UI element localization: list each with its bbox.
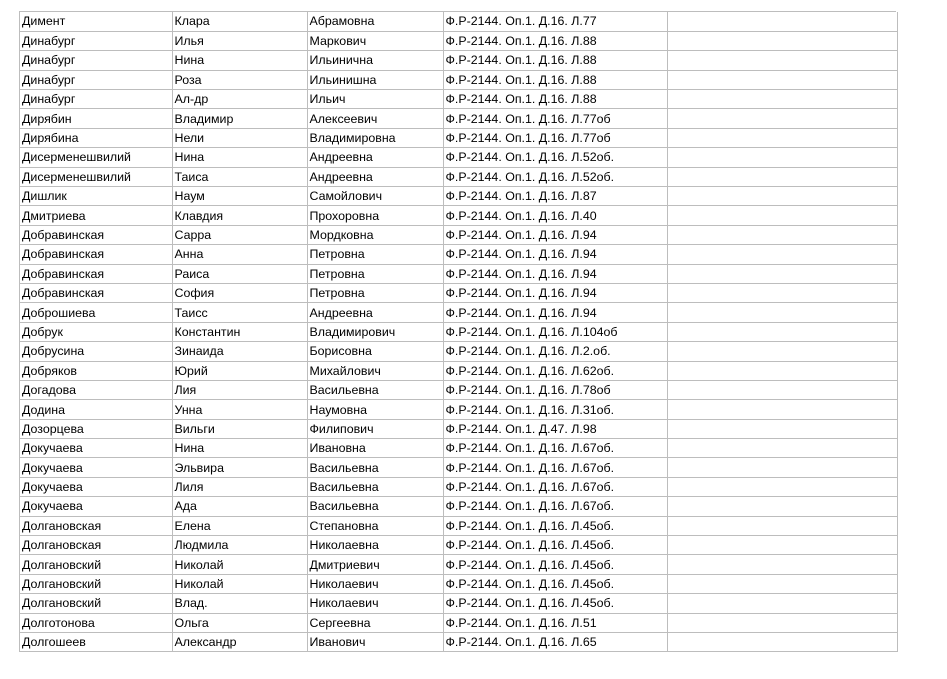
- empty-cell: [667, 283, 897, 302]
- archive-reference-cell: Ф.Р-2144. Оп.1. Д.16. Л.94: [443, 225, 667, 244]
- patronymic-cell: Ильинична: [307, 51, 443, 70]
- surname-cell: Докучаева: [20, 497, 172, 516]
- table-row: [20, 31, 897, 50]
- surname-cell: Добравинская: [20, 225, 172, 244]
- patronymic-cell: Николаевич: [307, 594, 443, 613]
- patronymic-cell: Сергеевна: [307, 613, 443, 632]
- given-name-cell: Ал-др: [172, 90, 307, 109]
- archive-reference-cell: Ф.Р-2144. Оп.1. Д.16. Л.45об.: [443, 536, 667, 555]
- table-row: [20, 12, 897, 31]
- surname-cell: Дисерменешвилий: [20, 148, 172, 167]
- surname-cell: Докучаева: [20, 477, 172, 496]
- empty-cell: [667, 613, 897, 632]
- given-name-cell: Клара: [172, 12, 307, 31]
- given-name-cell: Сарра: [172, 225, 307, 244]
- archive-reference-cell: Ф.Р-2144. Оп.1. Д.16. Л.67об.: [443, 497, 667, 516]
- archive-reference-cell: Ф.Р-2144. Оп.1. Д.16. Л.88: [443, 31, 667, 50]
- archive-reference-cell: Ф.Р-2144. Оп.1. Д.16. Л.94: [443, 303, 667, 322]
- patronymic-cell: Ивановна: [307, 439, 443, 458]
- given-name-cell: Николай: [172, 555, 307, 574]
- patronymic-cell: Петровна: [307, 283, 443, 302]
- empty-cell: [667, 439, 897, 458]
- given-name-cell: Таисс: [172, 303, 307, 322]
- archive-reference-cell: Ф.Р-2144. Оп.1. Д.16. Л.77об: [443, 109, 667, 128]
- empty-cell: [667, 51, 897, 70]
- surname-cell: Динабург: [20, 90, 172, 109]
- given-name-cell: Елена: [172, 516, 307, 535]
- surname-cell: Долготонова: [20, 613, 172, 632]
- table-row: [20, 90, 897, 109]
- surname-cell: Долгошеев: [20, 633, 172, 652]
- surname-cell: Добравинская: [20, 245, 172, 264]
- empty-cell: [667, 128, 897, 147]
- patronymic-cell: Николаевна: [307, 536, 443, 555]
- empty-cell: [667, 70, 897, 89]
- surname-cell: Добрук: [20, 322, 172, 341]
- surname-cell: Динабург: [20, 70, 172, 89]
- archive-reference-cell: Ф.Р-2144. Оп.1. Д.16. Л.88: [443, 90, 667, 109]
- table-row: [20, 458, 897, 477]
- given-name-cell: Юрий: [172, 361, 307, 380]
- patronymic-cell: Петровна: [307, 245, 443, 264]
- empty-cell: [667, 322, 897, 341]
- patronymic-cell: Иванович: [307, 633, 443, 652]
- patronymic-cell: Ильич: [307, 90, 443, 109]
- archive-reference-cell: Ф.Р-2144. Оп.1. Д.16. Л.94: [443, 245, 667, 264]
- table-row: [20, 497, 897, 516]
- surname-cell: Дмитриева: [20, 206, 172, 225]
- archive-reference-cell: Ф.Р-2144. Оп.1. Д.16. Л.45об.: [443, 594, 667, 613]
- empty-cell: [667, 555, 897, 574]
- patronymic-cell: Самойлович: [307, 187, 443, 206]
- given-name-cell: Унна: [172, 400, 307, 419]
- given-name-cell: Нина: [172, 51, 307, 70]
- table-row: [20, 361, 897, 380]
- table-row: [20, 187, 897, 206]
- patronymic-cell: Петровна: [307, 264, 443, 283]
- table-row: [20, 574, 897, 593]
- table-row: [20, 245, 897, 264]
- patronymic-cell: Владимировна: [307, 128, 443, 147]
- empty-cell: [667, 187, 897, 206]
- patronymic-cell: Владимирович: [307, 322, 443, 341]
- patronymic-cell: Абрамовна: [307, 12, 443, 31]
- table-row: [20, 148, 897, 167]
- archive-reference-cell: Ф.Р-2144. Оп.1. Д.16. Л.104об: [443, 322, 667, 341]
- patronymic-cell: Андреевна: [307, 303, 443, 322]
- empty-cell: [667, 497, 897, 516]
- archive-reference-cell: Ф.Р-2144. Оп.1. Д.16. Л.67об.: [443, 439, 667, 458]
- surname-cell: Динабург: [20, 31, 172, 50]
- empty-cell: [667, 167, 897, 186]
- given-name-cell: Наум: [172, 187, 307, 206]
- archive-reference-cell: Ф.Р-2144. Оп.1. Д.16. Л.78об: [443, 380, 667, 399]
- given-name-cell: Ада: [172, 497, 307, 516]
- patronymic-cell: Васильевна: [307, 497, 443, 516]
- patronymic-cell: Прохоровна: [307, 206, 443, 225]
- given-name-cell: Александр: [172, 633, 307, 652]
- empty-cell: [667, 380, 897, 399]
- empty-cell: [667, 594, 897, 613]
- surname-cell: Добравинская: [20, 283, 172, 302]
- archive-reference-cell: Ф.Р-2144. Оп.1. Д.16. Л.52об.: [443, 167, 667, 186]
- table-row: [20, 633, 897, 652]
- patronymic-cell: Мордковна: [307, 225, 443, 244]
- given-name-cell: Николай: [172, 574, 307, 593]
- empty-cell: [667, 458, 897, 477]
- empty-cell: [667, 245, 897, 264]
- empty-cell: [667, 477, 897, 496]
- table-row: [20, 477, 897, 496]
- patronymic-cell: Николаевич: [307, 574, 443, 593]
- empty-cell: [667, 264, 897, 283]
- patronymic-cell: Васильевна: [307, 477, 443, 496]
- given-name-cell: Нина: [172, 439, 307, 458]
- surname-cell: Дирябин: [20, 109, 172, 128]
- table-row: [20, 342, 897, 361]
- given-name-cell: Зинаида: [172, 342, 307, 361]
- given-name-cell: Нина: [172, 148, 307, 167]
- empty-cell: [667, 400, 897, 419]
- table-row: [20, 206, 897, 225]
- table-row: [20, 536, 897, 555]
- archive-reference-cell: Ф.Р-2144. Оп.1. Д.16. Л.67об.: [443, 458, 667, 477]
- patronymic-cell: Дмитриевич: [307, 555, 443, 574]
- surname-cell: Дозорцева: [20, 419, 172, 438]
- empty-cell: [667, 419, 897, 438]
- table-row: [20, 419, 897, 438]
- empty-cell: [667, 31, 897, 50]
- archive-reference-cell: Ф.Р-2144. Оп.1. Д.16. Л.77об: [443, 128, 667, 147]
- archive-reference-cell: Ф.Р-2144. Оп.1. Д.16. Л.40: [443, 206, 667, 225]
- patronymic-cell: Алексеевич: [307, 109, 443, 128]
- empty-cell: [667, 109, 897, 128]
- table-row: [20, 109, 897, 128]
- table-row: [20, 128, 897, 147]
- archive-reference-cell: Ф.Р-2144. Оп.1. Д.16. Л.31об.: [443, 400, 667, 419]
- empty-cell: [667, 90, 897, 109]
- table-row: [20, 516, 897, 535]
- patronymic-cell: Андреевна: [307, 167, 443, 186]
- surname-cell: Додина: [20, 400, 172, 419]
- surname-cell: Долгановский: [20, 555, 172, 574]
- archive-reference-cell: Ф.Р-2144. Оп.1. Д.16. Л.88: [443, 70, 667, 89]
- patronymic-cell: Ильинишна: [307, 70, 443, 89]
- empty-cell: [667, 303, 897, 322]
- surname-cell: Долгановская: [20, 516, 172, 535]
- surname-cell: Долгановская: [20, 536, 172, 555]
- surname-cell: Дишлик: [20, 187, 172, 206]
- given-name-cell: Вильги: [172, 419, 307, 438]
- given-name-cell: Нели: [172, 128, 307, 147]
- patronymic-cell: Михайлович: [307, 361, 443, 380]
- surname-cell: Дирябина: [20, 128, 172, 147]
- table-row: [20, 264, 897, 283]
- patronymic-cell: Степановна: [307, 516, 443, 535]
- archive-reference-cell: Ф.Р-2144. Оп.1. Д.16. Л.2.об.: [443, 342, 667, 361]
- patronymic-cell: Маркович: [307, 31, 443, 50]
- archive-reference-cell: Ф.Р-2144. Оп.1. Д.16. Л.52об.: [443, 148, 667, 167]
- surname-cell: Долгановский: [20, 594, 172, 613]
- surname-cell: Долгановский: [20, 574, 172, 593]
- empty-cell: [667, 342, 897, 361]
- records-sheet: [19, 11, 896, 652]
- surname-cell: Дисерменешвилий: [20, 167, 172, 186]
- table-row: [20, 70, 897, 89]
- surname-cell: Добрусина: [20, 342, 172, 361]
- empty-cell: [667, 206, 897, 225]
- given-name-cell: Таиса: [172, 167, 307, 186]
- table-row: [20, 555, 897, 574]
- patronymic-cell: Андреевна: [307, 148, 443, 167]
- archive-reference-cell: Ф.Р-2144. Оп.1. Д.16. Л.67об.: [443, 477, 667, 496]
- given-name-cell: Ольга: [172, 613, 307, 632]
- table-row: [20, 167, 897, 186]
- surname-cell: Докучаева: [20, 439, 172, 458]
- empty-cell: [667, 225, 897, 244]
- archive-reference-cell: Ф.Р-2144. Оп.1. Д.16. Л.45об.: [443, 516, 667, 535]
- records-table: [20, 12, 898, 652]
- archive-reference-cell: Ф.Р-2144. Оп.1. Д.16. Л.45об.: [443, 574, 667, 593]
- given-name-cell: Роза: [172, 70, 307, 89]
- patronymic-cell: Васильевна: [307, 380, 443, 399]
- given-name-cell: Людмила: [172, 536, 307, 555]
- patronymic-cell: Васильевна: [307, 458, 443, 477]
- table-row: [20, 380, 897, 399]
- archive-reference-cell: Ф.Р-2144. Оп.1. Д.16. Л.62об.: [443, 361, 667, 380]
- empty-cell: [667, 574, 897, 593]
- archive-reference-cell: Ф.Р-2144. Оп.1. Д.16. Л.94: [443, 264, 667, 283]
- surname-cell: Добравинская: [20, 264, 172, 283]
- archive-reference-cell: Ф.Р-2144. Оп.1. Д.16. Л.45об.: [443, 555, 667, 574]
- surname-cell: Доброшиева: [20, 303, 172, 322]
- given-name-cell: Илья: [172, 31, 307, 50]
- empty-cell: [667, 361, 897, 380]
- given-name-cell: Раиса: [172, 264, 307, 283]
- given-name-cell: Лия: [172, 380, 307, 399]
- archive-reference-cell: Ф.Р-2144. Оп.1. Д.16. Л.88: [443, 51, 667, 70]
- given-name-cell: Лиля: [172, 477, 307, 496]
- given-name-cell: Клавдия: [172, 206, 307, 225]
- patronymic-cell: Филипович: [307, 419, 443, 438]
- surname-cell: Добряков: [20, 361, 172, 380]
- given-name-cell: София: [172, 283, 307, 302]
- table-row: [20, 51, 897, 70]
- given-name-cell: Анна: [172, 245, 307, 264]
- given-name-cell: Константин: [172, 322, 307, 341]
- patronymic-cell: Борисовна: [307, 342, 443, 361]
- table-row: [20, 283, 897, 302]
- archive-reference-cell: Ф.Р-2144. Оп.1. Д.16. Л.51: [443, 613, 667, 632]
- table-row: [20, 439, 897, 458]
- surname-cell: Догадова: [20, 380, 172, 399]
- table-row: [20, 322, 897, 341]
- archive-reference-cell: Ф.Р-2144. Оп.1. Д.16. Л.87: [443, 187, 667, 206]
- archive-reference-cell: Ф.Р-2144. Оп.1. Д.16. Л.65: [443, 633, 667, 652]
- surname-cell: Докучаева: [20, 458, 172, 477]
- empty-cell: [667, 12, 897, 31]
- surname-cell: Димент: [20, 12, 172, 31]
- archive-reference-cell: Ф.Р-2144. Оп.1. Д.16. Л.77: [443, 12, 667, 31]
- given-name-cell: Владимир: [172, 109, 307, 128]
- table-row: [20, 613, 897, 632]
- table-row: [20, 594, 897, 613]
- records-table-body: [20, 12, 897, 652]
- table-row: [20, 303, 897, 322]
- given-name-cell: Влад.: [172, 594, 307, 613]
- patronymic-cell: Наумовна: [307, 400, 443, 419]
- surname-cell: Динабург: [20, 51, 172, 70]
- table-row: [20, 400, 897, 419]
- empty-cell: [667, 633, 897, 652]
- empty-cell: [667, 148, 897, 167]
- table-row: [20, 225, 897, 244]
- given-name-cell: Эльвира: [172, 458, 307, 477]
- archive-reference-cell: Ф.Р-2144. Оп.1. Д.47. Л.98: [443, 419, 667, 438]
- archive-reference-cell: Ф.Р-2144. Оп.1. Д.16. Л.94: [443, 283, 667, 302]
- empty-cell: [667, 536, 897, 555]
- empty-cell: [667, 516, 897, 535]
